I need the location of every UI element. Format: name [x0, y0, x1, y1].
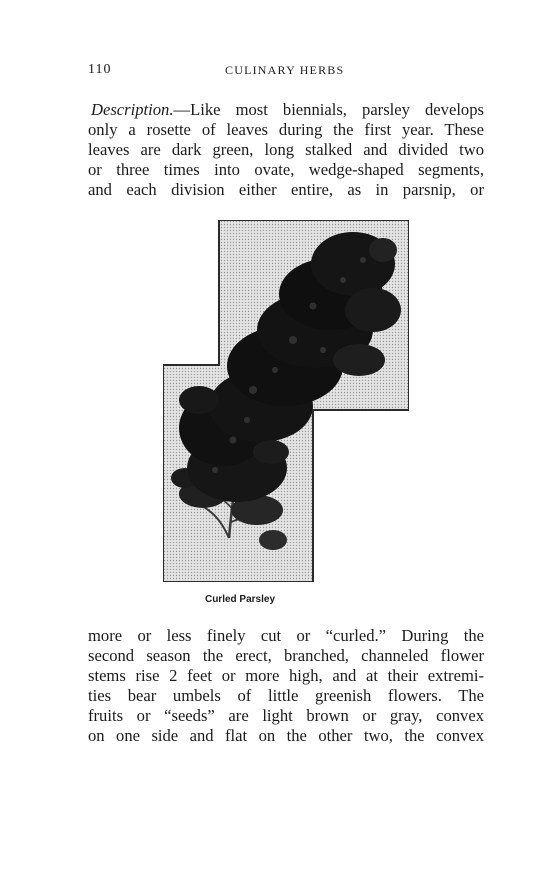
text-line: fruits or “seeds” are light brown or gray, convex [88, 706, 484, 725]
page-number: 110 [88, 62, 112, 77]
description-lead: Description. [91, 100, 174, 119]
caption-text: Curled Parsley [204, 594, 276, 605]
text-line: more or less finely cut or “curled.” During the [88, 626, 484, 645]
parsley-photograph [163, 220, 409, 582]
text-line: and each division either entire, as in parsnip, or [88, 180, 484, 199]
text-line: stems rise 2 feet or more high, and at their extremi- [88, 666, 484, 685]
text-line: ties bear umbels of little greenish flowers. The [88, 686, 484, 705]
paragraph-continued [88, 626, 484, 746]
text-line: Description.—Like most biennials, parsley develops [91, 100, 484, 119]
text-line: on one side and flat on the other two, the convex [88, 726, 484, 745]
text-line: leaves are dark green, long stalked and divided two [88, 140, 484, 159]
figure-caption [0, 594, 552, 605]
text-line: second season the erect, branched, channeled flower [88, 646, 484, 665]
text-line: or three times into ovate, wedge-shaped segments, [88, 160, 484, 179]
page-header [0, 62, 552, 82]
text-line: only a rosette of leaves during the first year. These [88, 120, 484, 139]
running-head: CULINARY HERBS [225, 63, 345, 77]
paragraph-description [88, 100, 484, 200]
